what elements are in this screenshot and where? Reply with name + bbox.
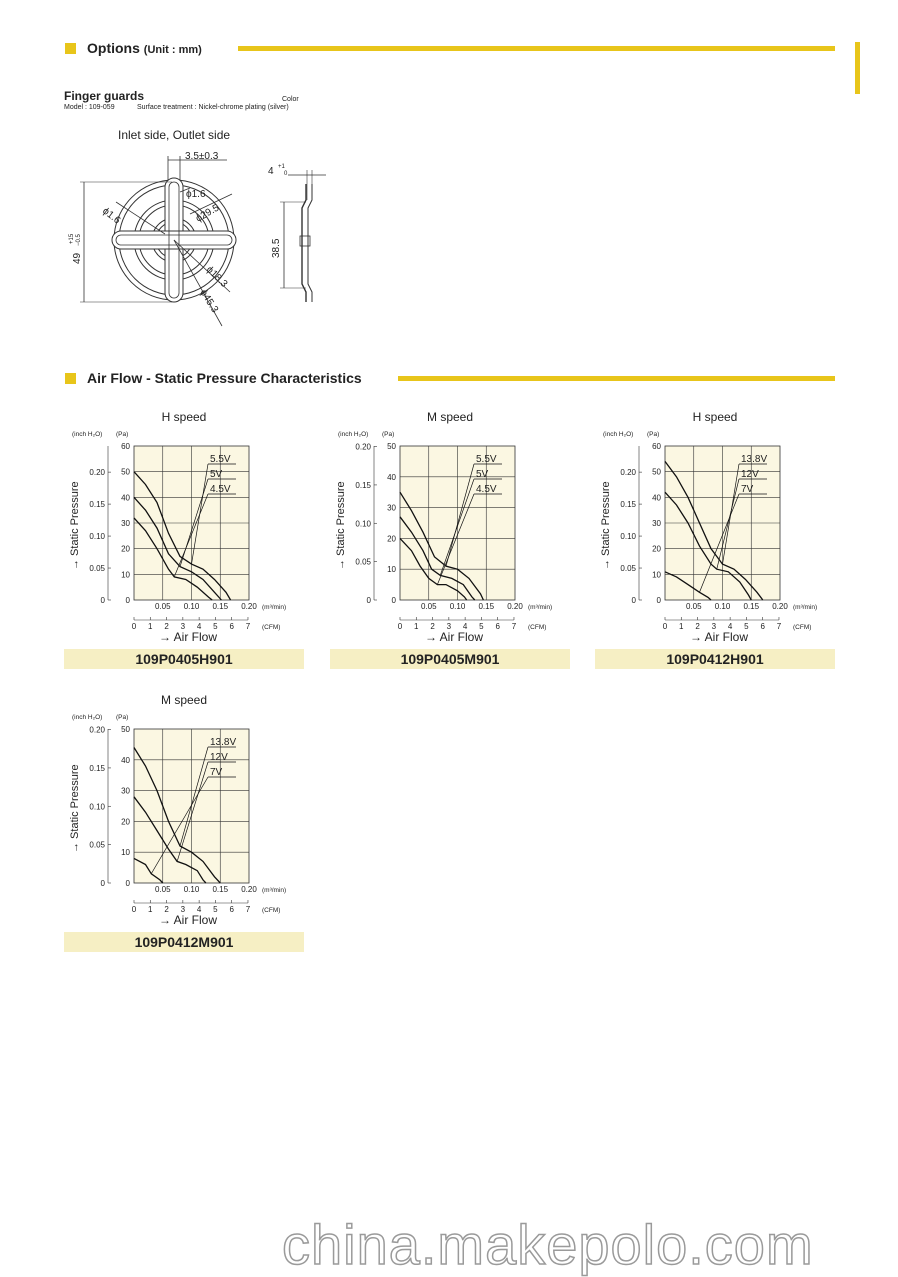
tick-label-pa: 0 — [125, 596, 130, 605]
tick-label-inch: 0.05 — [355, 557, 371, 567]
tick-label-m3: 0.05 — [154, 602, 171, 611]
dim-49: 49 — [72, 252, 83, 264]
series-label: 5V — [210, 469, 223, 480]
chart-panel-109p0405h901 — [64, 405, 304, 670]
tick-label-cfm: 1 — [414, 622, 419, 631]
tick-label-cfm: 0 — [131, 622, 137, 631]
unit-cfm-label: (CFM) — [528, 624, 547, 631]
series-label: 4.5V — [210, 484, 231, 495]
model-label: 109P0405H901 — [64, 649, 304, 669]
tick-label-pa: 40 — [652, 493, 661, 503]
options-title-text: Options — [87, 40, 140, 56]
tick-label-cfm: 3 — [711, 622, 717, 631]
tick-label-inch: 0.05 — [89, 840, 105, 850]
tick-label-pa: 40 — [121, 493, 130, 503]
tick-label-m3: 0.20 — [241, 885, 257, 894]
chart-109p0412m901 — [64, 688, 304, 933]
unit-pa-label: (Pa) — [116, 714, 129, 721]
unit-inch-label: (inch H₂O) — [338, 431, 369, 438]
tick-label-cfm: 6 — [495, 622, 500, 631]
tick-label-inch: 0.15 — [620, 500, 636, 510]
unit-m3-label: (m³/min) — [793, 604, 818, 611]
tick-label-cfm: 6 — [229, 622, 234, 631]
tick-label-cfm: 2 — [164, 905, 169, 914]
series-label: 4.5V — [476, 484, 497, 495]
airflow-section-title: Air Flow - Static Pressure Characteristics — [87, 370, 362, 386]
tick-label-inch: 0.10 — [355, 519, 371, 529]
tick-label-m3: 0.20 — [507, 602, 523, 611]
dim-49-tol-plus: +15 — [69, 233, 75, 244]
tick-label-pa: 20 — [387, 534, 396, 544]
tick-label-cfm: 3 — [446, 622, 452, 631]
tick-label-inch: 0 — [100, 596, 105, 605]
x-axis-label: → Air Flow — [158, 913, 218, 927]
series-label: 13.8V — [741, 454, 768, 465]
tick-label-m3: 0.20 — [772, 602, 788, 611]
series-label: 13.8V — [210, 737, 237, 748]
finger-guards-title: Finger guards — [64, 89, 145, 103]
model-label: 109P0412M901 — [64, 932, 304, 952]
x-axis-label: → Air Flow — [158, 630, 218, 644]
chart-title: H speed — [692, 410, 738, 424]
tick-label-pa: 60 — [121, 442, 130, 451]
dim-side-38-5: 38.5 — [271, 238, 282, 258]
tick-label-pa: 20 — [121, 544, 130, 554]
tick-label-pa: 60 — [652, 442, 661, 451]
tick-label-pa: 30 — [387, 503, 396, 513]
y-axis-label: → Static Pressure — [69, 481, 81, 570]
tick-label-m3: 0.15 — [478, 602, 495, 611]
tick-label-pa: 50 — [121, 725, 130, 734]
tick-label-m3: 0.20 — [241, 602, 257, 611]
tick-label-cfm: 7 — [245, 905, 251, 914]
tick-label-m3: 0.10 — [183, 602, 200, 611]
tick-label-cfm: 1 — [679, 622, 684, 631]
tick-label-cfm: 2 — [430, 622, 435, 631]
options-unit-text: (Unit : mm) — [143, 44, 202, 56]
dim-3-5: 3.5±0.3 — [185, 151, 219, 162]
chart-panel-109p0412m901 — [64, 688, 304, 953]
tick-label-m3: 0.05 — [420, 602, 437, 611]
chart-109p0412h901 — [595, 405, 835, 650]
tick-label-cfm: 4 — [727, 622, 733, 631]
tick-label-m3: 0.05 — [685, 602, 702, 611]
tick-label-pa: 10 — [652, 570, 661, 580]
tick-label-pa: 50 — [121, 467, 130, 477]
tick-label-m3: 0.05 — [154, 885, 171, 894]
unit-cfm-label: (CFM) — [262, 907, 281, 914]
dim-phi-1-6-top: ϕ1.6 — [186, 189, 206, 200]
finger-guards-model: Model : 109-059 — [64, 104, 115, 111]
tick-label-cfm: 4 — [462, 622, 468, 631]
tick-label-m3: 0.15 — [212, 885, 229, 894]
unit-inch-label: (inch H₂O) — [603, 431, 634, 438]
series-label: 7V — [741, 484, 754, 495]
series-label: 5V — [476, 469, 489, 480]
view-label: Inlet side, Outlet side — [118, 128, 231, 142]
finger-guard-drawing — [60, 122, 340, 332]
options-section-rule — [238, 46, 835, 51]
unit-cfm-label: (CFM) — [262, 624, 281, 631]
tick-label-cfm: 7 — [511, 622, 517, 631]
tick-label-m3: 0.10 — [449, 602, 466, 611]
tick-label-cfm: 1 — [148, 905, 153, 914]
options-section-title — [87, 40, 202, 56]
tick-label-pa: 50 — [652, 467, 661, 477]
tick-label-pa: 20 — [121, 817, 130, 827]
chart-title: M speed — [160, 693, 208, 707]
tick-label-cfm: 2 — [695, 622, 700, 631]
dim-side-4: 4 — [268, 166, 274, 177]
airflow-section-rule — [398, 376, 835, 381]
tick-label-pa: 30 — [121, 786, 130, 796]
tick-label-inch: 0.10 — [89, 802, 105, 812]
tick-label-pa: 30 — [121, 519, 130, 528]
tick-label-cfm: 6 — [760, 622, 765, 631]
y-axis-label: → Static Pressure — [69, 764, 81, 853]
dim-phi-1-6-left: ϕ1.6 — [100, 205, 123, 227]
unit-m3-label: (m³/min) — [528, 604, 553, 611]
y-axis-label: → Static Pressure — [335, 481, 347, 570]
unit-pa-label: (Pa) — [647, 431, 660, 438]
unit-cfm-label: (CFM) — [793, 624, 812, 631]
tick-label-cfm: 3 — [180, 622, 186, 631]
tick-label-inch: 0.15 — [355, 480, 371, 490]
tick-label-cfm: 0 — [131, 905, 137, 914]
x-axis-label: → Air Flow — [424, 630, 484, 644]
tick-label-inch: 0.15 — [89, 500, 105, 510]
finger-guards-surface: Surface treatment : Nickel-chrome plating (silver) — [137, 104, 289, 111]
tick-label-cfm: 2 — [164, 622, 169, 631]
options-section-marker — [65, 43, 76, 54]
series-label: 12V — [741, 469, 759, 480]
tick-label-inch: 0 — [366, 596, 371, 605]
dim-side-4-tol: +1 — [278, 164, 285, 170]
tick-label-inch: 0.20 — [355, 442, 371, 452]
chart-title: H speed — [161, 410, 207, 424]
tick-label-cfm: 0 — [397, 622, 403, 631]
model-label: 109P0405M901 — [330, 649, 570, 669]
chart-title: M speed — [426, 410, 474, 424]
tick-label-m3: 0.10 — [183, 885, 200, 894]
tick-label-cfm: 4 — [196, 905, 202, 914]
tick-label-cfm: 5 — [479, 622, 484, 631]
tick-label-pa: 0 — [656, 596, 661, 605]
tick-label-pa: 50 — [387, 442, 396, 451]
series-label: 7V — [210, 767, 223, 778]
dim-49-tol-minus: −0.5 — [76, 234, 82, 246]
tick-label-pa: 0 — [391, 596, 396, 605]
tick-label-inch: 0.05 — [89, 564, 105, 574]
finger-guards-color: Color — [282, 96, 299, 103]
series-label: 5.5V — [210, 454, 231, 465]
tick-label-cfm: 4 — [196, 622, 202, 631]
tick-label-cfm: 7 — [776, 622, 782, 631]
tick-label-inch: 0.10 — [89, 532, 105, 542]
x-axis-label: → Air Flow — [689, 630, 749, 644]
chart-109p0405m901 — [330, 405, 570, 650]
tick-label-pa: 10 — [121, 848, 130, 858]
tick-label-inch: 0.05 — [620, 564, 636, 574]
tick-label-cfm: 6 — [229, 905, 234, 914]
tick-label-cfm: 7 — [245, 622, 251, 631]
chart-109p0405h901 — [64, 405, 304, 650]
tick-label-pa: 40 — [387, 472, 396, 482]
series-label: 5.5V — [476, 454, 497, 465]
dim-side-4-tol2: 0 — [284, 171, 288, 177]
tick-label-pa: 0 — [125, 879, 130, 888]
chart-panel-109p0412h901 — [595, 405, 835, 670]
tick-label-inch: 0.20 — [620, 468, 636, 478]
tick-label-m3: 0.15 — [743, 602, 760, 611]
tick-label-pa: 40 — [121, 755, 130, 765]
watermark: china.makepolo.com — [282, 1213, 814, 1276]
unit-m3-label: (m³/min) — [262, 604, 287, 611]
tick-label-m3: 0.15 — [212, 602, 229, 611]
dim-phi-18-3: ϕ18.3 — [203, 264, 230, 290]
unit-pa-label: (Pa) — [382, 431, 395, 438]
tick-label-cfm: 5 — [744, 622, 749, 631]
tick-label-cfm: 0 — [662, 622, 668, 631]
dim-phi-45-3: ϕ45.3 — [197, 287, 221, 315]
unit-inch-label: (inch H₂O) — [72, 431, 103, 438]
tick-label-inch: 0.10 — [620, 532, 636, 542]
tick-label-cfm: 5 — [213, 905, 218, 914]
unit-m3-label: (m³/min) — [262, 887, 287, 894]
tick-label-pa: 20 — [652, 544, 661, 554]
tick-label-inch: 0.20 — [89, 725, 105, 735]
tick-label-cfm: 5 — [213, 622, 218, 631]
tick-label-inch: 0 — [100, 879, 105, 888]
tick-label-m3: 0.10 — [714, 602, 731, 611]
tick-label-inch: 0.20 — [89, 468, 105, 478]
series-label: 12V — [210, 752, 228, 763]
y-axis-label: → Static Pressure — [600, 481, 612, 570]
side-tab-marker — [855, 42, 860, 94]
chart-panel-109p0405m901 — [330, 405, 570, 670]
dim-phi-29-5: ϕ29.5 — [194, 202, 222, 225]
tick-label-cfm: 1 — [148, 622, 153, 631]
model-label: 109P0412H901 — [595, 649, 835, 669]
tick-label-cfm: 3 — [180, 905, 186, 914]
tick-label-pa: 30 — [652, 519, 661, 528]
unit-inch-label: (inch H₂O) — [72, 714, 103, 721]
tick-label-pa: 10 — [121, 570, 130, 580]
tick-label-inch: 0.15 — [89, 763, 105, 773]
unit-pa-label: (Pa) — [116, 431, 129, 438]
tick-label-inch: 0 — [631, 596, 636, 605]
tick-label-pa: 10 — [387, 565, 396, 575]
airflow-section-marker — [65, 373, 76, 384]
